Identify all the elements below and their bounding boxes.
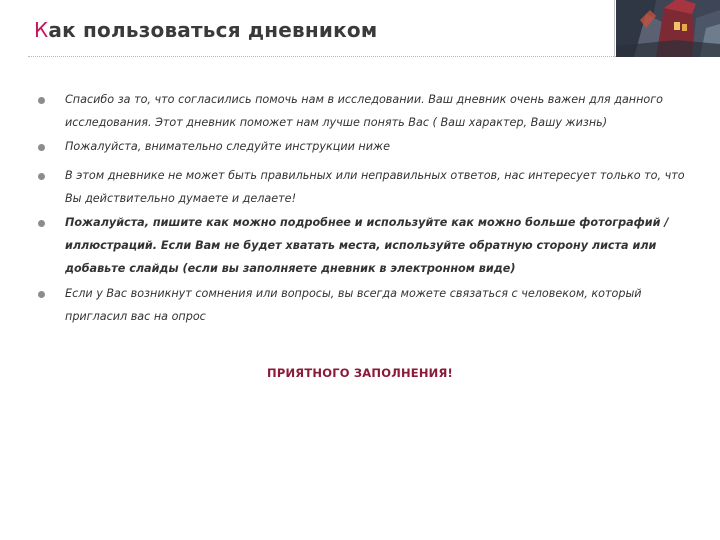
bullet-dot [38,144,45,151]
title-divider [28,56,616,57]
bullet-dot [38,291,45,298]
list-item-text: Пожалуйста, внимательно следуйте инструкции ниже [65,140,390,153]
list-item-text: Спасибо за то, что согласились помочь нам в исследовании. Ваш дневник очень важен для данного исследования. Этот дневник поможет нам лучше понять Вас ( Ваш характер, Вашу жизнь) [65,93,664,129]
bullet-dot [38,173,45,180]
title-rest: ак пользоваться дневником [48,18,378,42]
vertical-divider [614,0,615,57]
corner-illustration [616,0,720,57]
list-item-text: В этом дневнике не может быть правильных или неправильных ответов, нас интересует только то, что Вы действительно думаете и делаете! [65,169,685,205]
closing-message: ПРИЯТНОГО ЗАПОЛНЕНИЯ! [267,366,453,380]
list-item-text: Пожалуйста, пишите как можно подробнее и используйте как можно больше фотографий / иллюстраций. Если Вам не будет хватать места, используйте обратную сторону листа или добавьте слайды (если вы заполняете дневник в электронном виде) [65,216,669,275]
bullet-dot [38,97,45,104]
title-first-letter: К [34,18,49,42]
bullet-dot [38,220,45,227]
list-item-text: Если у Вас возникнут сомнения или вопросы, вы всегда можете связаться с человеком, который пригласил вас на опрос [65,287,642,323]
page-title [34,18,377,42]
